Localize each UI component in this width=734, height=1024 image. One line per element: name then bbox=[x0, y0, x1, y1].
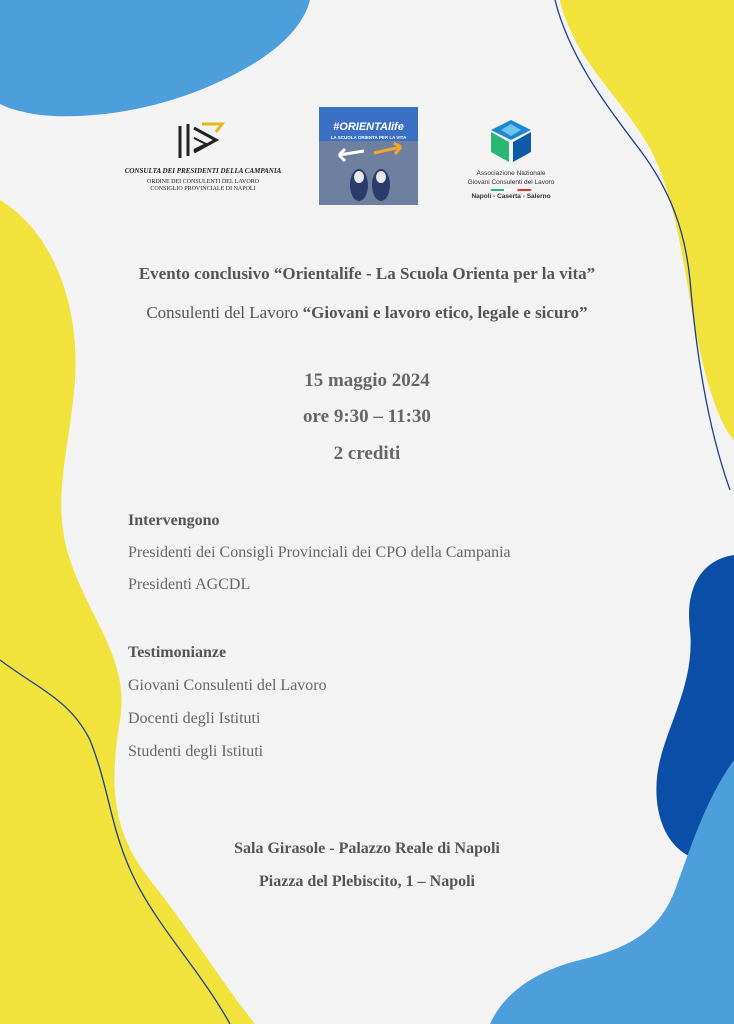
event-date: 15 maggio 2024 bbox=[304, 370, 430, 391]
event-title-prefix: Evento conclusivo bbox=[138, 264, 274, 283]
consulta-name: CONSULTA DEI PRESIDENTI DELLA CAMPANIA bbox=[124, 167, 282, 175]
agcdl-logo bbox=[463, 118, 559, 208]
consulta-emblem-icon bbox=[176, 120, 226, 164]
event-title-quote: “Orientalife - La Scuola Orienta per la vita” bbox=[273, 264, 596, 283]
speaker-item: Presidenti dei Consigli Provinciali dei CPO della Campania bbox=[128, 544, 511, 561]
event-credits: 2 crediti bbox=[333, 443, 401, 464]
speaker-item: Presidenti AGCDL bbox=[128, 576, 251, 593]
consulta-line1: ORDINE DEI CONSULENTI DEL LAVORO bbox=[147, 179, 259, 185]
event-subtitle bbox=[0, 303, 734, 323]
agcdl-line3: Napoli - Caserta - Salerno bbox=[471, 193, 551, 200]
venue-line2: Piazza del Plebiscito, 1 – Napoli bbox=[259, 873, 475, 890]
event-time: ore 9:30 – 11:30 bbox=[303, 406, 431, 427]
event-subtitle-prefix: Consulenti del Lavoro bbox=[146, 303, 303, 322]
agcdl-flag-stripe bbox=[491, 189, 531, 191]
agcdl-line2: Giovani Consulenti del Lavoro bbox=[467, 179, 555, 186]
testimonials-section bbox=[128, 644, 327, 776]
orientalife-hashtag: #ORIENTAlife bbox=[333, 121, 404, 133]
testimonial-item: Studenti degli Istituti bbox=[128, 743, 264, 760]
left-yellow-blob bbox=[0, 200, 255, 1024]
speakers-section bbox=[128, 512, 511, 608]
consulta-logo bbox=[118, 120, 288, 200]
event-title bbox=[0, 264, 734, 284]
testimonials-heading: Testimonianze bbox=[128, 644, 227, 661]
agcdl-cube-icon bbox=[485, 118, 537, 164]
top-left-blue-blob bbox=[0, 0, 310, 116]
speakers-heading: Intervengono bbox=[128, 512, 220, 529]
orientalife-tagline: LA SCUOLA ORIENTA PER LA VITA bbox=[330, 135, 407, 140]
testimonial-item: Docenti degli Istituti bbox=[128, 710, 261, 727]
agcdl-line1: Associazione Nazionale bbox=[476, 170, 546, 177]
orientalife-logo bbox=[319, 107, 418, 205]
venue-line1: Sala Girasole - Palazzo Reale di Napoli bbox=[234, 840, 500, 857]
event-subtitle-quote: “Giovani e lavoro etico, legale e sicuro” bbox=[302, 303, 588, 322]
testimonial-item: Giovani Consulenti del Lavoro bbox=[128, 677, 327, 694]
consulta-line2: CONSIGLIO PROVINCIALE DI NAPOLI bbox=[150, 186, 256, 192]
